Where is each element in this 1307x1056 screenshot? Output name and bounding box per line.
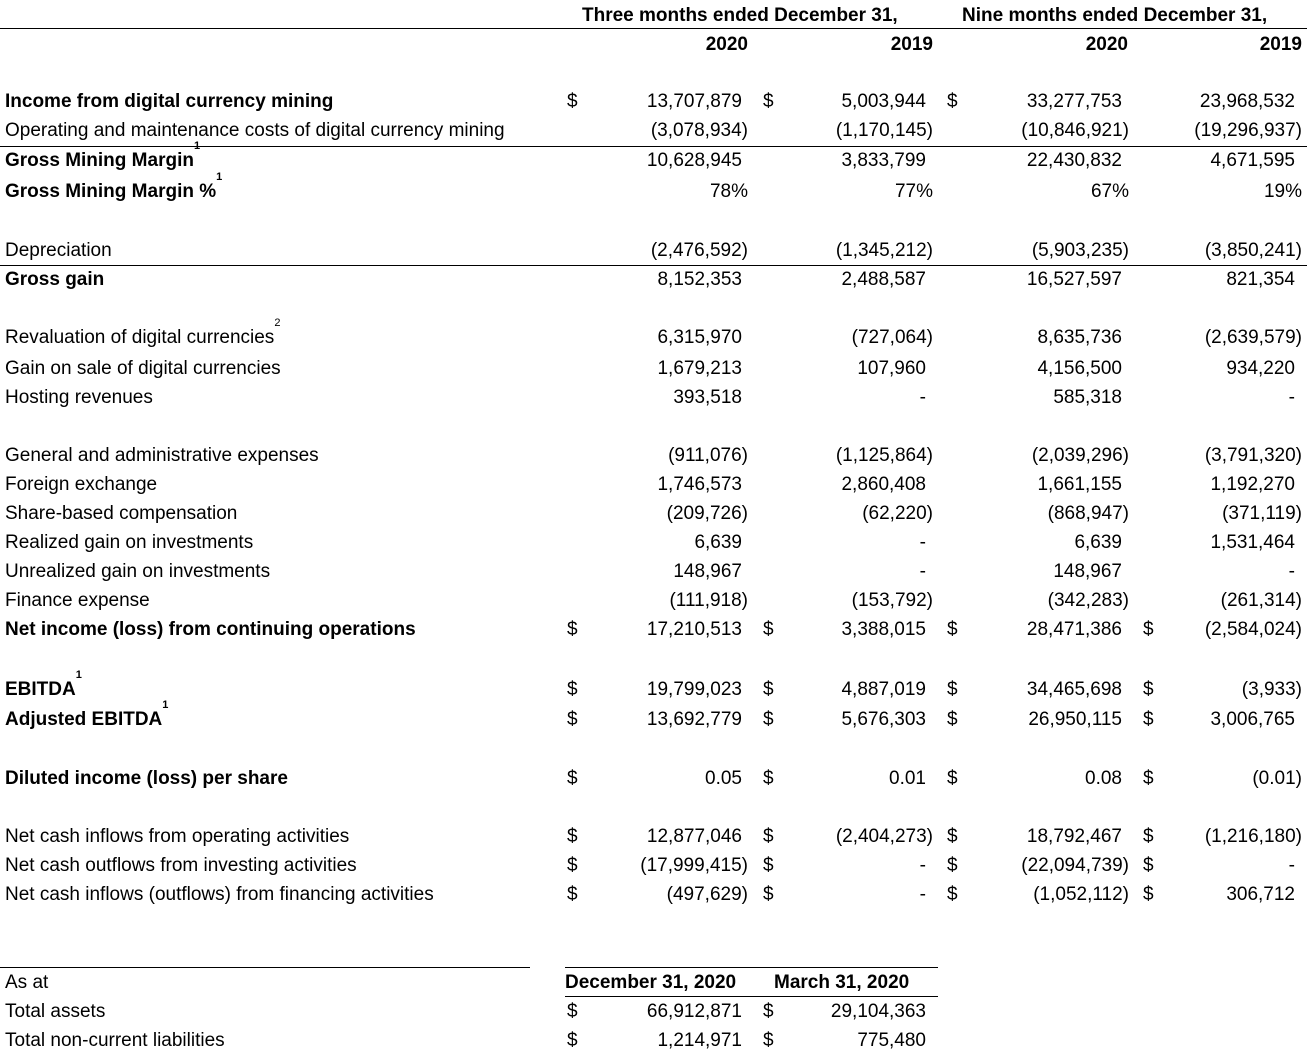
row-label-realized-gain-on-investments: Realized gain on investments <box>5 532 254 553</box>
value-cell: 1,746,573 <box>657 474 742 495</box>
value-cell: (3,850,241) <box>1204 240 1302 261</box>
header-year-q-2020: 2020 <box>705 34 748 55</box>
balance-col-mar-2020: March 31, 2020 <box>774 972 910 993</box>
dollar-sign: $ <box>947 884 958 905</box>
dollar-sign: $ <box>763 709 774 730</box>
value-cell: 6,639 <box>694 532 742 553</box>
value-cell: - <box>919 561 926 582</box>
value-cell: 821,354 <box>1226 269 1295 290</box>
value-cell: (0.01) <box>1252 768 1302 789</box>
value-cell: (1,052,112) <box>1033 884 1129 905</box>
value-cell: 10,628,945 <box>646 150 742 171</box>
value-cell: (1,216,180) <box>1204 826 1302 847</box>
value-cell: (868,947) <box>1047 503 1129 524</box>
header-year-q-2019: 2019 <box>890 34 933 55</box>
dollar-sign: $ <box>567 768 578 789</box>
value-cell: (3,791,320) <box>1204 445 1302 466</box>
row-label-gross-mining-margin: Gross Mining Margin %$^1$ <box>5 171 223 202</box>
value-cell: 8,635,736 <box>1037 327 1122 348</box>
dollar-sign: $ <box>1143 679 1154 700</box>
dollar-sign: $ <box>567 619 578 640</box>
value-cell: (5,903,235) <box>1031 240 1129 261</box>
value-cell: 13,692,779 <box>646 709 742 730</box>
value-cell: (10,846,921) <box>1021 120 1129 141</box>
dollar-sign: $ <box>763 1030 774 1051</box>
row-label-adjusted-ebitda: Adjusted EBITDA$^1$ <box>5 699 169 730</box>
value-cell: (209,726) <box>666 503 748 524</box>
row-label-gross-mining-margin: Gross Mining Margin$^1$ <box>5 140 201 171</box>
dollar-sign: $ <box>763 679 774 700</box>
value-cell: 2,860,408 <box>841 474 926 495</box>
value-cell: 67% <box>1090 181 1129 202</box>
dollar-sign: $ <box>567 1030 578 1051</box>
value-cell: (2,476,592) <box>650 240 748 261</box>
value-cell: 0.01 <box>889 768 926 789</box>
value-cell: 393,518 <box>673 387 742 408</box>
dollar-sign: $ <box>947 91 958 112</box>
value-cell: 23,968,532 <box>1199 91 1295 112</box>
footnote-marker: 1 <box>193 140 201 152</box>
value-cell: 22,430,832 <box>1026 150 1122 171</box>
row-label-net-cash-inflows-outflows-from-financing-activities: Net cash inflows (outflows) from financing activities <box>5 884 434 905</box>
dollar-sign: $ <box>567 709 578 730</box>
header-nine-months: Nine months ended December 31, <box>962 5 1268 26</box>
value-cell: 77% <box>894 181 933 202</box>
dollar-sign: $ <box>947 679 958 700</box>
value-cell: (261,314) <box>1220 590 1302 611</box>
value-cell: 2,488,587 <box>841 269 926 290</box>
dollar-sign: $ <box>1143 768 1154 789</box>
balance-col-dec-2020: December 31, 2020 <box>565 972 737 993</box>
value-cell: (2,039,296) <box>1031 445 1129 466</box>
value-cell: 17,210,513 <box>646 619 742 640</box>
row-label-foreign-exchange: Foreign exchange <box>5 474 158 495</box>
value-cell: 1,531,464 <box>1210 532 1295 553</box>
dollar-sign: $ <box>947 709 958 730</box>
value-cell: 3,388,015 <box>841 619 926 640</box>
balance-rule-left <box>0 967 530 968</box>
value-cell: (22,094,739) <box>1021 855 1129 876</box>
value-cell: 934,220 <box>1226 358 1295 379</box>
value-cell: 6,315,970 <box>657 327 742 348</box>
value-cell: (111,918) <box>669 590 748 611</box>
value-cell: - <box>919 884 926 905</box>
value-cell: 19,799,023 <box>646 679 742 700</box>
value-cell: 8,152,353 <box>657 269 742 290</box>
dollar-sign: $ <box>567 679 578 700</box>
value-cell: 306,712 <box>1226 884 1295 905</box>
header-year-n-2019: 2019 <box>1259 34 1302 55</box>
value-cell: 12,877,046 <box>646 826 742 847</box>
dollar-sign: $ <box>763 768 774 789</box>
footnote-marker: 1 <box>162 699 169 711</box>
value-cell: - <box>1288 855 1295 876</box>
balance-rule-right <box>565 967 938 968</box>
value-cell: - <box>919 855 926 876</box>
dollar-sign: $ <box>763 619 774 640</box>
value-cell: 34,465,698 <box>1026 679 1122 700</box>
value-cell: (2,404,273) <box>835 826 933 847</box>
value-cell: (371,119) <box>1222 503 1302 524</box>
balance-as-at-label: As at <box>5 972 49 993</box>
row-label-net-income-loss-from-continuing-operations: Net income (loss) from continuing operations <box>5 619 416 640</box>
value-cell: 26,950,115 <box>1028 709 1122 730</box>
value-cell: (727,064) <box>851 327 933 348</box>
value-cell: - <box>1288 561 1295 582</box>
dollar-sign: $ <box>947 768 958 789</box>
value-cell: (911,076) <box>668 445 748 466</box>
row-label-share-based-compensation: Share-based compensation <box>5 503 238 524</box>
row-label-general-and-administrative-expenses: General and administrative expenses <box>5 445 319 466</box>
value-cell: 0.05 <box>705 768 742 789</box>
value-cell: 18,792,467 <box>1026 826 1122 847</box>
dollar-sign: $ <box>763 1001 774 1022</box>
dollar-sign: $ <box>1143 709 1154 730</box>
value-cell: (1,125,864) <box>835 445 933 466</box>
value-cell: 29,104,363 <box>830 1001 926 1022</box>
value-cell: (62,220) <box>862 503 933 524</box>
value-cell: - <box>919 387 926 408</box>
balance-label-total-non-current-liabilities: Total non-current liabilities <box>5 1030 225 1051</box>
value-cell: 66,912,871 <box>646 1001 742 1022</box>
value-cell: (2,639,579) <box>1204 327 1302 348</box>
row-label-finance-expense: Finance expense <box>5 590 150 611</box>
dollar-sign: $ <box>763 884 774 905</box>
balance-label-total-assets: Total assets <box>5 1001 106 1022</box>
dollar-sign: $ <box>763 855 774 876</box>
value-cell: 148,967 <box>1053 561 1122 582</box>
value-cell: 33,277,753 <box>1026 91 1122 112</box>
value-cell: 4,671,595 <box>1210 150 1295 171</box>
value-cell: (153,792) <box>851 590 933 611</box>
value-cell: 78% <box>709 181 748 202</box>
row-label-gain-on-sale-of-digital-currencies: Gain on sale of digital currencies <box>5 358 281 379</box>
value-cell: 585,318 <box>1053 387 1122 408</box>
header-three-months: Three months ended December 31, <box>582 5 898 26</box>
header-rule <box>0 28 1307 29</box>
dollar-sign: $ <box>947 826 958 847</box>
dollar-sign: $ <box>567 91 578 112</box>
value-cell: (1,345,212) <box>835 240 933 261</box>
value-cell: 19% <box>1263 181 1302 202</box>
row-label-diluted-income-loss-per-share: Diluted income (loss) per share <box>5 768 288 789</box>
value-cell: (17,999,415) <box>640 855 748 876</box>
value-cell: - <box>1288 387 1295 408</box>
value-cell: 5,676,303 <box>841 709 926 730</box>
dollar-sign: $ <box>947 855 958 876</box>
value-cell: 3,833,799 <box>841 150 926 171</box>
dollar-sign: $ <box>947 619 958 640</box>
row-label-gross-gain: Gross gain <box>5 269 105 290</box>
value-cell: 1,679,213 <box>657 358 742 379</box>
dollar-sign: $ <box>567 884 578 905</box>
dollar-sign: $ <box>763 826 774 847</box>
value-cell: 4,156,500 <box>1037 358 1122 379</box>
footnote-marker: 2 <box>274 317 281 329</box>
value-cell: 16,527,597 <box>1026 269 1122 290</box>
dollar-sign: $ <box>1143 826 1154 847</box>
row-label-net-cash-inflows-from-operating-activities: Net cash inflows from operating activities <box>5 826 350 847</box>
value-cell: (19,296,937) <box>1194 120 1302 141</box>
dollar-sign: $ <box>567 855 578 876</box>
value-cell: (3,078,934) <box>650 120 748 141</box>
value-cell: (2,584,024) <box>1204 619 1302 640</box>
value-cell: 1,192,270 <box>1210 474 1295 495</box>
row-label-operating-and-maintenance-costs-of-digital-currency-mining: Operating and maintenance costs of digital currency mining <box>5 120 505 141</box>
value-cell: (1,170,145) <box>835 120 933 141</box>
row-label-net-cash-outflows-from-investing-activities: Net cash outflows from investing activities <box>5 855 357 876</box>
row-label-depreciation: Depreciation <box>5 240 112 261</box>
value-cell: 13,707,879 <box>646 91 742 112</box>
dollar-sign: $ <box>1143 619 1154 640</box>
value-cell: 6,639 <box>1074 532 1122 553</box>
value-cell: 775,480 <box>857 1030 926 1051</box>
balance-header-rule <box>565 996 938 997</box>
row-label-hosting-revenues: Hosting revenues <box>5 387 153 408</box>
row-rule <box>0 265 1307 266</box>
footnote-marker: 1 <box>75 669 82 681</box>
value-cell: (342,283) <box>1047 590 1129 611</box>
value-cell: (497,629) <box>666 884 748 905</box>
value-cell: 0.08 <box>1085 768 1122 789</box>
value-cell: 148,967 <box>673 561 742 582</box>
dollar-sign: $ <box>567 826 578 847</box>
dollar-sign: $ <box>1143 884 1154 905</box>
dollar-sign: $ <box>763 91 774 112</box>
row-label-income-from-digital-currency-mining: Income from digital currency mining <box>5 91 334 112</box>
value-cell: (3,933) <box>1241 679 1302 700</box>
footnote-marker: 1 <box>216 171 223 183</box>
row-label-revaluation-of-digital-currencies: Revaluation of digital currencies$^2$ <box>5 317 281 348</box>
value-cell: 4,887,019 <box>841 679 926 700</box>
row-label-unrealized-gain-on-investments: Unrealized gain on investments <box>5 561 271 582</box>
value-cell: 28,471,386 <box>1026 619 1122 640</box>
value-cell: 3,006,765 <box>1210 709 1295 730</box>
dollar-sign: $ <box>567 1001 578 1022</box>
dollar-sign: $ <box>1143 855 1154 876</box>
value-cell: - <box>919 532 926 553</box>
row-label-ebitda: EBITDA$^1$ <box>5 669 82 700</box>
value-cell: 1,661,155 <box>1037 474 1122 495</box>
value-cell: 107,960 <box>857 358 926 379</box>
header-year-n-2020: 2020 <box>1085 34 1128 55</box>
value-cell: 1,214,971 <box>657 1030 742 1051</box>
value-cell: 5,003,944 <box>841 91 926 112</box>
